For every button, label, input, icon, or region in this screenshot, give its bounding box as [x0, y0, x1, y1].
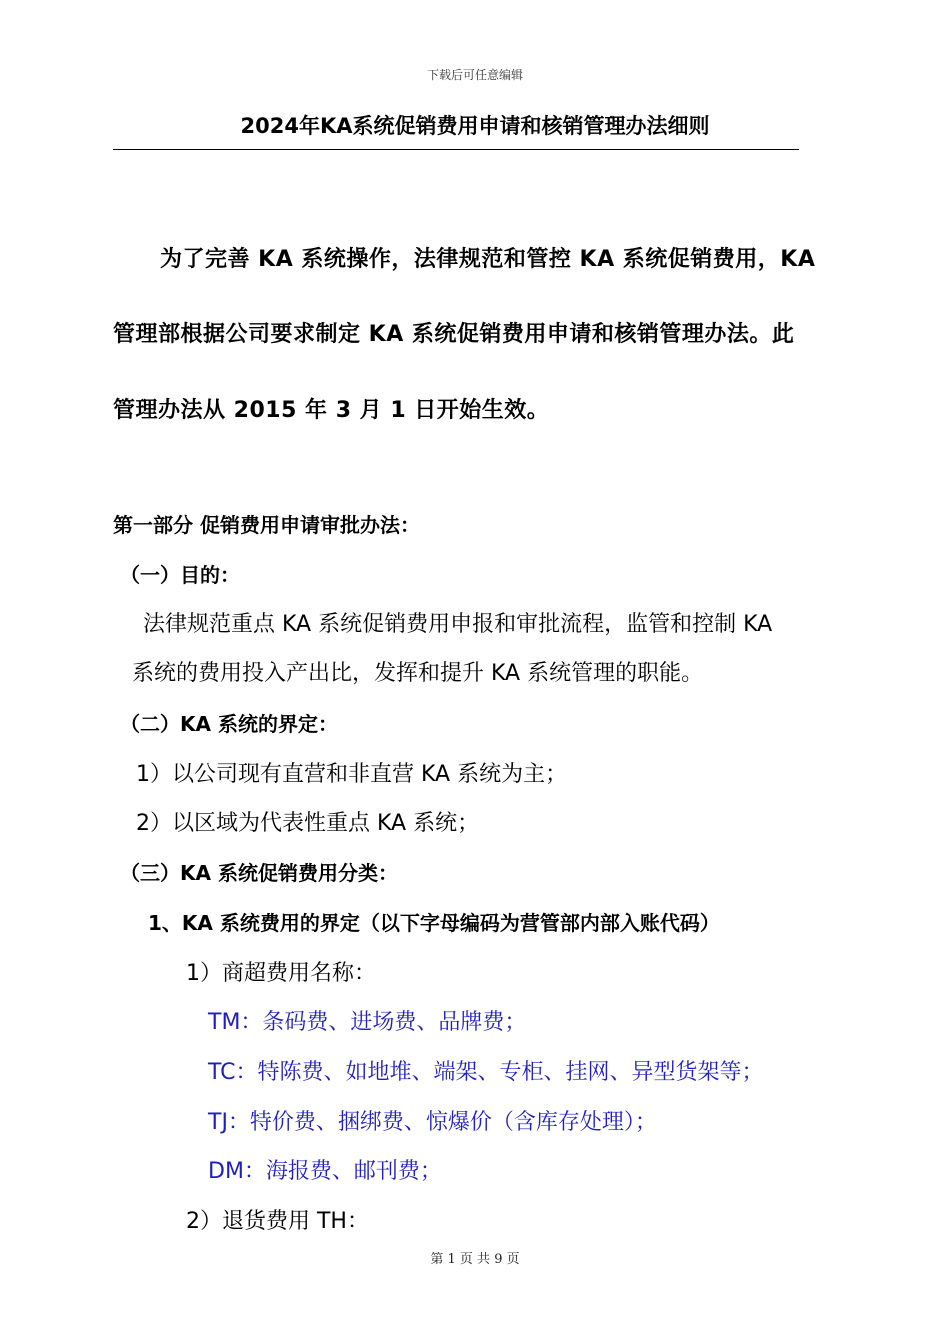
section1-text-line-2: 系统的费用投入产出比，发挥和提升 KA 系统管理的职能。	[132, 661, 704, 686]
intro-line-2: 管理部根据公司要求制定 KA 系统促销费用申请和核销管理办法。此	[113, 322, 795, 347]
part1-heading: 第一部分 促销费用申请审批办法：	[113, 513, 420, 537]
intro-line-1: 为了完善 KA 系统操作，法律规范和管控 KA 系统促销费用，KA	[160, 247, 816, 272]
code-tm: TM：条码费、进场费、品牌费；	[208, 1010, 527, 1035]
intro-line-3: 管理办法从 2015 年 3 月 1 日开始生效。	[113, 398, 550, 423]
section3-item-2: 2）退货费用 TH：	[186, 1209, 369, 1234]
code-dm: DM：海报费、邮刊费；	[208, 1159, 442, 1184]
title-underline	[113, 149, 799, 150]
section3-item-1: 1）商超费用名称：	[186, 961, 376, 986]
section2-heading: （二）KA 系统的界定：	[120, 712, 338, 736]
page-footer: 第 1 页 共 9 页	[430, 1252, 520, 1267]
document-title: 2024年KA系统促销费用申请和核销管理办法细则	[240, 114, 710, 138]
section3-heading: （三）KA 系统促销费用分类：	[120, 861, 398, 885]
section3-sub1-heading: 1、KA 系统费用的界定（以下字母编码为营管部内部入账代码）	[148, 911, 720, 935]
header-note: 下载后可任意编辑	[426, 68, 523, 82]
code-tj: TJ：特价费、捆绑费、惊爆价（含库存处理）；	[208, 1110, 657, 1135]
code-tc: TC：特陈费、如地堆、端架、专柜、挂网、异型货架等；	[208, 1060, 764, 1085]
section2-item-2: 2）以区域为代表性重点 KA 系统；	[136, 811, 480, 836]
section1-text-line-1: 法律规范重点 KA 系统促销费用申报和审批流程，监管和控制 KA	[143, 612, 773, 637]
section2-item-1: 1）以公司现有直营和非直营 KA 系统为主；	[136, 762, 568, 787]
section1-heading: （一）目的：	[120, 563, 240, 587]
